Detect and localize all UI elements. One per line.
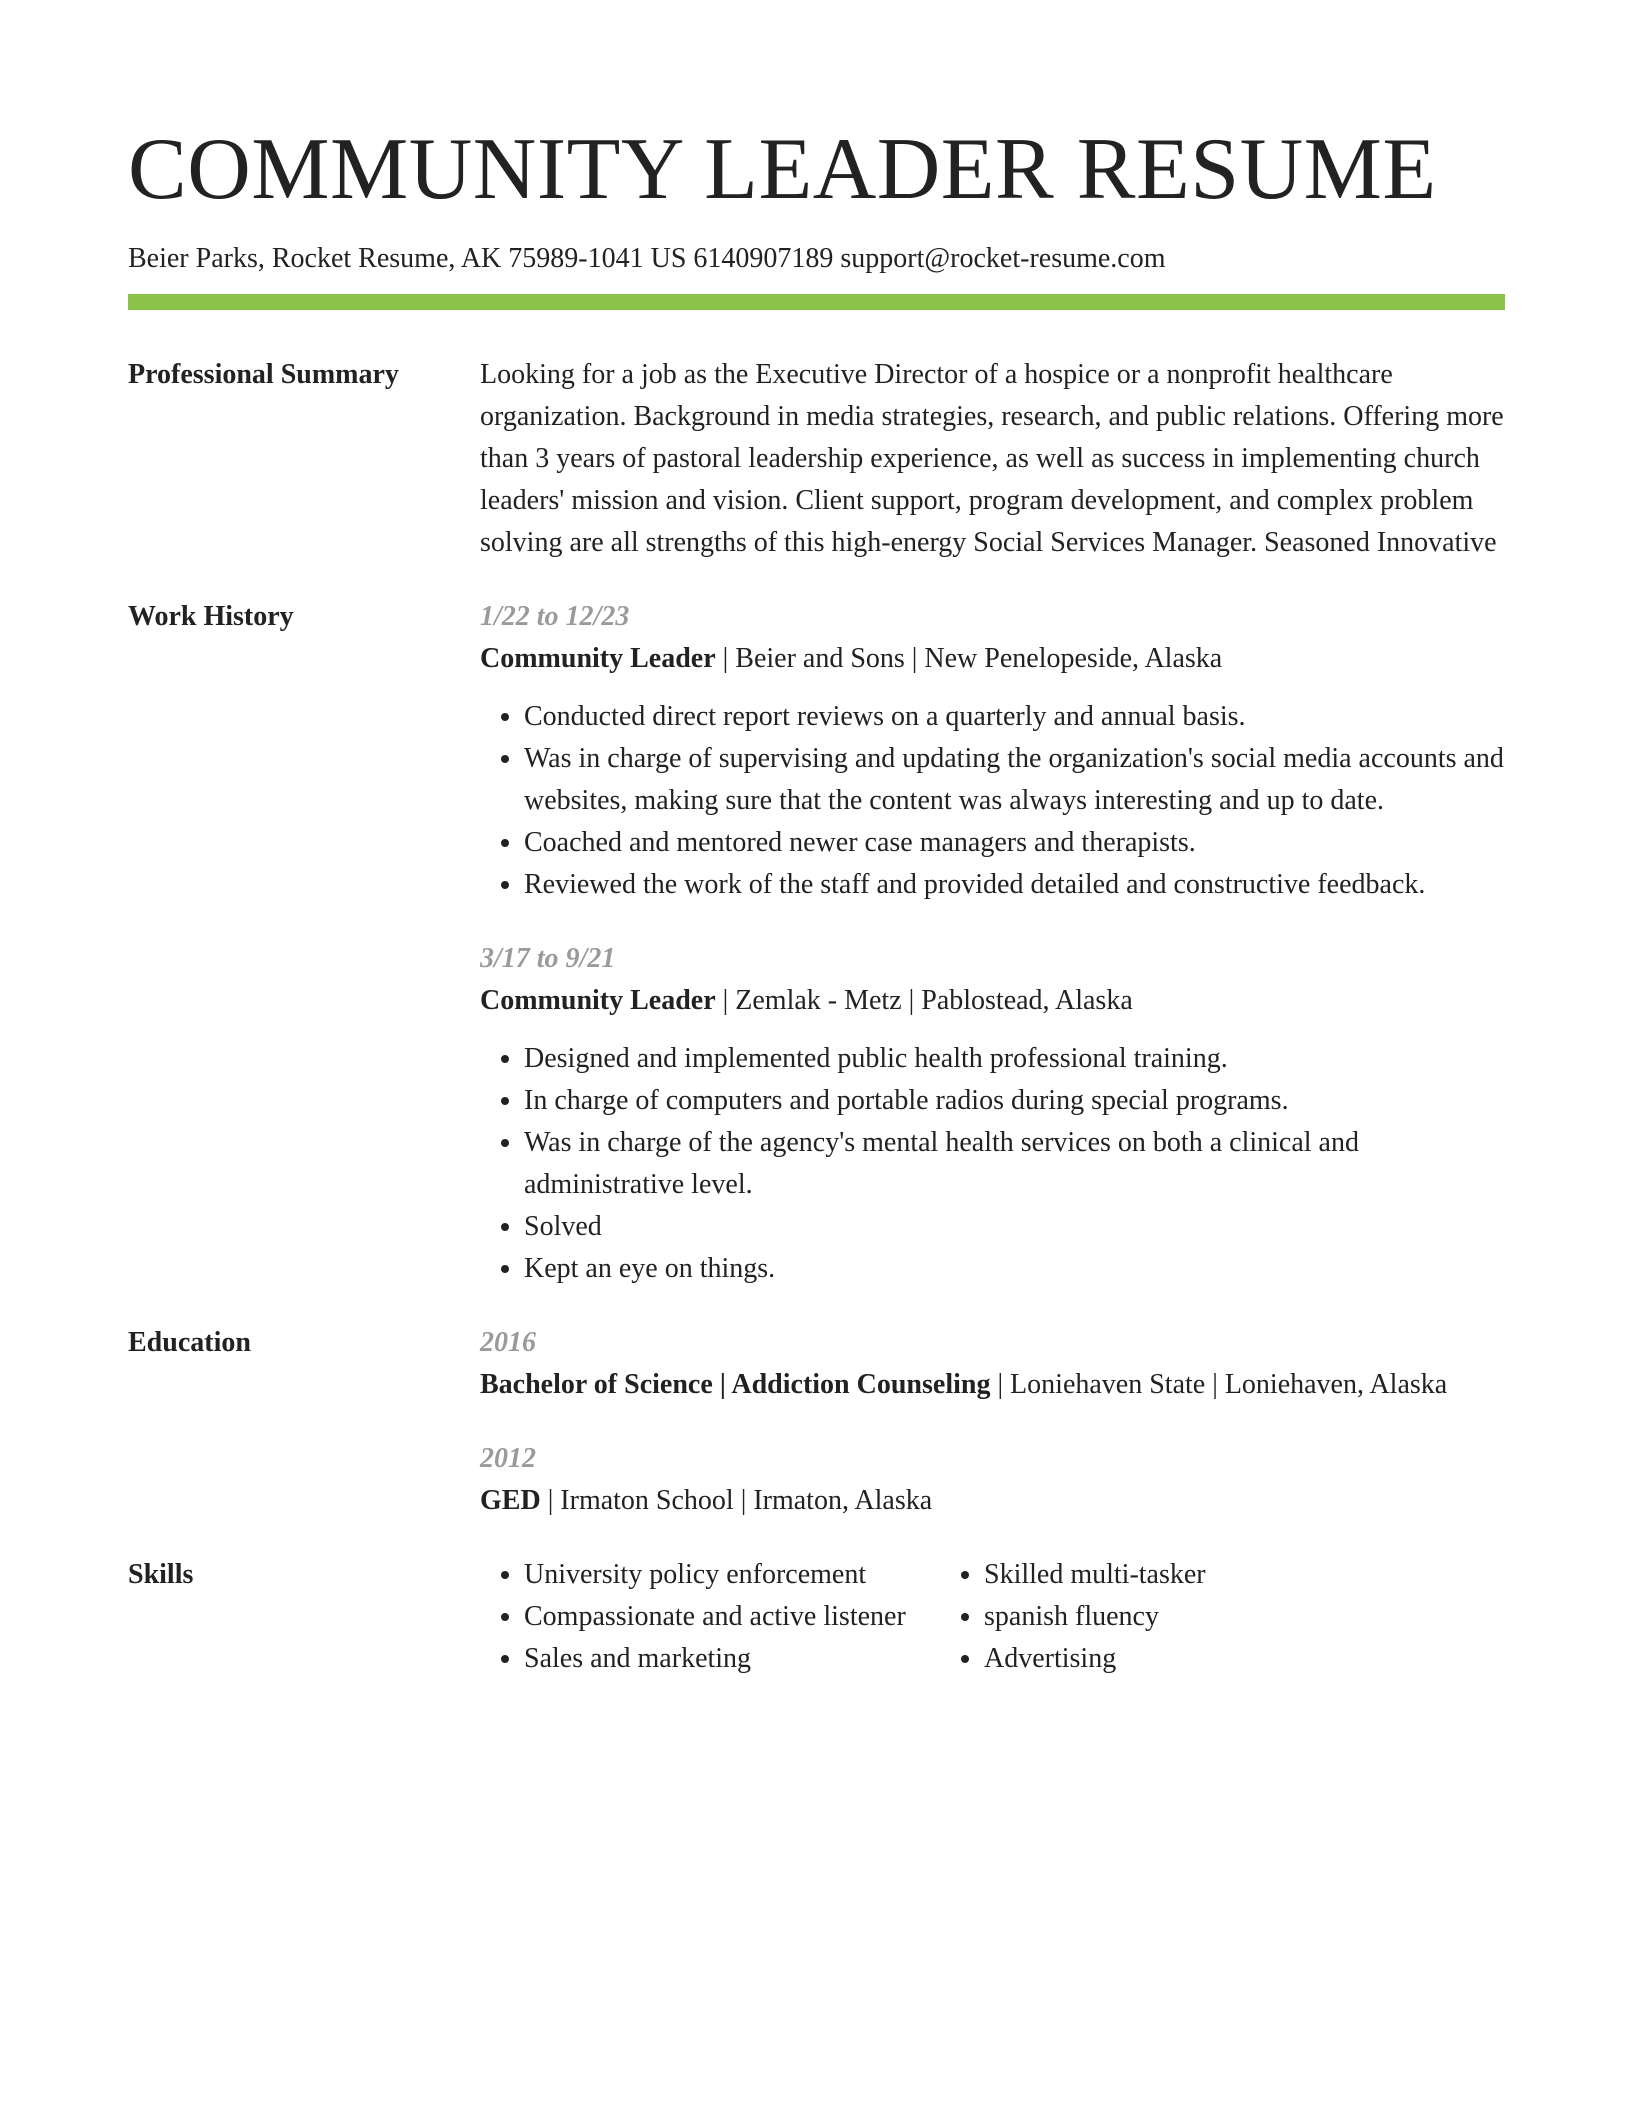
job-entry [480,938,1505,1290]
job-title: Community Leader [480,643,716,674]
skill-item: • Advertising [984,1638,1206,1680]
job-dates: 1/22 to 12/23 [480,601,630,632]
education-entry [480,1438,1505,1522]
education-line [480,1480,1505,1522]
job-bullet-list [480,1038,1505,1290]
education-year: 2016 [480,1327,536,1358]
header-divider [128,294,1505,310]
job-role-line [480,638,1505,680]
skills-section [128,1554,1505,1680]
job-bullet: • Coached and mentored newer case managers and therapists. [524,822,1505,864]
summary-text: Looking for a job as the Executive Director of a hospice or a nonprofit healthcare organization. Background in media strategies, research, and public relations. Offering more than 3 years of pastoral leadership experience, as well as success in implementing church leaders' mission and vision. Client support, program development, and complex problem solving are all strengths of this high-energy Social Services Manager. Seasoned Innovative [480,359,1504,558]
skills-column [940,1554,1206,1680]
education-line [480,1364,1505,1406]
work-history-section [128,596,1505,1290]
job-bullet: • Was in charge of the agency's mental health services on both a clinical and administrative level. [524,1122,1505,1206]
job-entry [480,596,1505,906]
skill-item: • spanish fluency [984,1596,1206,1638]
resume-page [128,0,1505,1680]
education-entry [480,1322,1505,1406]
work-history-label: Work History [128,601,294,632]
summary-label: Professional Summary [128,359,399,390]
job-dates: 3/17 to 9/21 [480,943,616,974]
job-details: | Beier and Sons | New Penelopeside, Alaska [715,643,1223,674]
skill-item: • Compassionate and active listener [524,1596,940,1638]
education-section [128,1322,1505,1522]
skills-column [480,1554,940,1680]
education-details: | Irmaton School | Irmaton, Alaska [540,1485,933,1516]
education-details: | Loniehaven State | Loniehaven, Alaska [990,1369,1448,1400]
education-label: Education [128,1327,251,1358]
job-bullet: • Solved [524,1206,1505,1248]
skill-item: • Sales and marketing [524,1638,940,1680]
job-bullet-list [480,696,1505,906]
education-degree: GED [480,1485,541,1516]
education-degree: Bachelor of Science | Addiction Counseling [480,1369,991,1400]
job-details: | Zemlak - Metz | Pablostead, Alaska [715,985,1133,1016]
job-bullet: • Kept an eye on things. [524,1248,1505,1290]
job-bullet: • Conducted direct report reviews on a quarterly and annual basis. [524,696,1505,738]
skill-item: • Skilled multi-tasker [984,1554,1206,1596]
job-role-line [480,980,1505,1022]
job-title: Community Leader [480,985,716,1016]
skills-columns [480,1554,1505,1680]
skill-item: • University policy enforcement [524,1554,940,1596]
job-bullet: • Was in charge of supervising and updating the organization's social media accounts and websites, making sure that the content was always interesting and up to date. [524,738,1505,822]
job-bullet: • In charge of computers and portable radios during special programs. [524,1080,1505,1122]
contact-line: Beier Parks, Rocket Resume, AK 75989-1041 US 6140907189 support@rocket-resume.com [128,243,1166,274]
resume-title: COMMUNITY LEADER RESUME [128,121,1437,218]
job-bullet: • Reviewed the work of the staff and provided detailed and constructive feedback. [524,864,1505,906]
job-bullet: • Designed and implemented public health professional training. [524,1038,1505,1080]
skills-label: Skills [128,1559,194,1590]
skills-list [480,1554,940,1680]
skills-list [940,1554,1206,1680]
education-year: 2012 [480,1443,536,1474]
summary-section [128,354,1505,564]
